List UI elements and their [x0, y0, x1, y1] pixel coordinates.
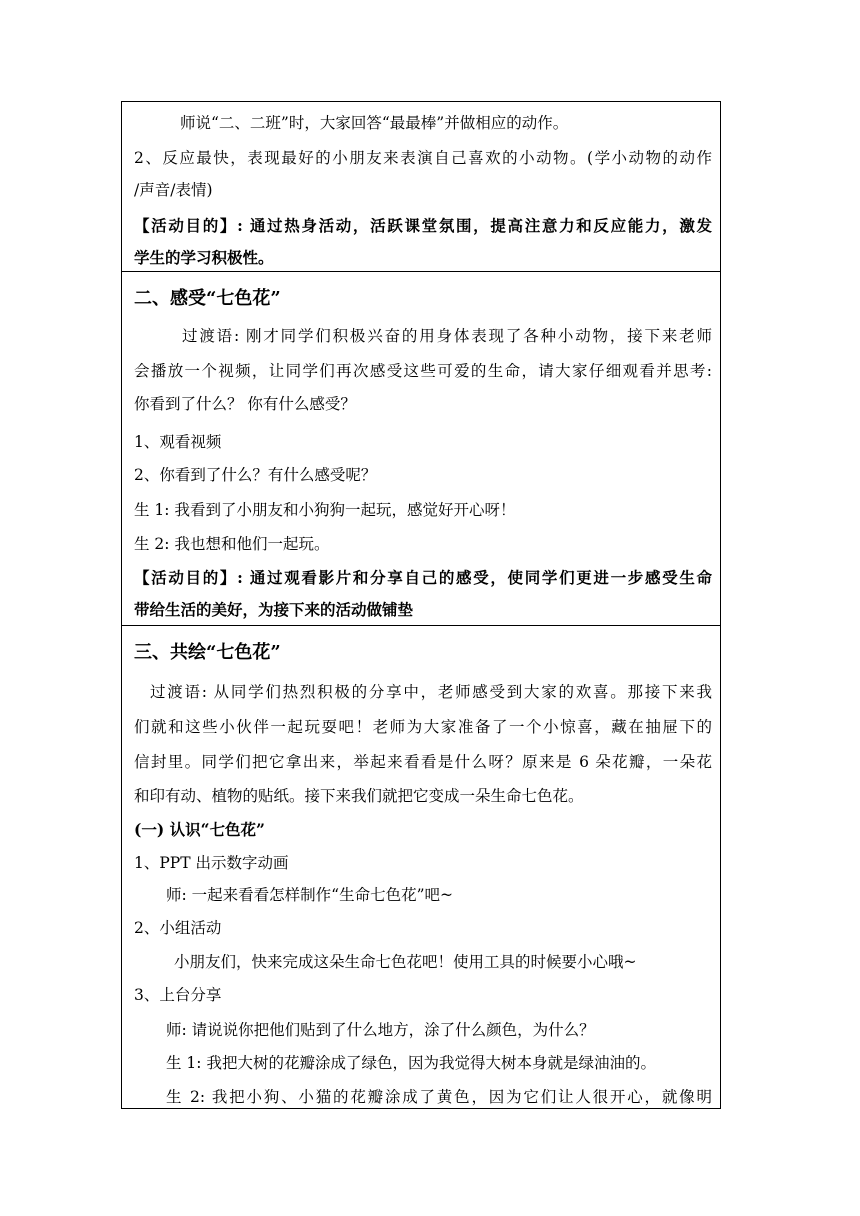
section-3-student-1: 生 1: 我把大树的花瓣涂成了绿色，因为我觉得大树本身就是绿油油的。 — [166, 1054, 656, 1072]
warmup-purpose-cont: 学生的学习积极性。 — [134, 248, 274, 267]
section-2-purpose-cont: 带给生活的美好，为接下来的活动做铺垫 — [134, 600, 414, 619]
section-2-title: 二、感受“七色花” — [134, 288, 281, 309]
section-feel-flower — [122, 271, 720, 625]
section-3-intro: 过渡语: 从同学们热烈积极的分享中，老师感受到大家的欢喜。那接下来我 — [150, 683, 712, 701]
section-2-step-2: 2、你看到了什么？有什么感受呢？ — [134, 466, 377, 484]
section-3-student-2: 生 2: 我把小狗、小猫的花瓣涂成了黄色，因为它们让人很开心，就像明 — [166, 1088, 712, 1106]
section-2-intro: 过渡语: 刚才同学们积极兴奋的用身体表现了各种小动物，接下来老师 — [182, 327, 712, 345]
section-3-intro-cont: 们就和这些小伙伴一起玩耍吧！老师为大家准备了一个小惊喜，藏在抽屉下的 — [134, 718, 712, 736]
section-2-step-1: 1、观看视频 — [134, 433, 222, 451]
section-draw-flower — [122, 625, 720, 1109]
warmup-instruction: 师说“二、二班”时，大家回答“最最棒”并做相应的动作。 — [180, 114, 569, 132]
section-3-intro-cont: 和印有动、植物的贴纸。接下来我们就把它变成一朵生命七色花。 — [134, 787, 584, 805]
subsection-1-step-3: 3、上台分享 — [134, 986, 222, 1004]
warmup-step-2: 2、反应最快，表现最好的小朋友来表演自己喜欢的小动物。(学小动物的动作 — [134, 149, 712, 167]
lesson-plan-table — [121, 101, 721, 1109]
section-warmup — [122, 102, 720, 270]
subsection-1-step-2: 2、小组活动 — [134, 919, 222, 937]
teacher-line-1: 师: 一起来看看怎样制作“生命七色花”吧~ — [166, 886, 453, 904]
section-2-intro-cont: 会播放一个视频，让同学们再次感受这些可爱的生命，请大家仔细观看并思考: — [134, 362, 712, 380]
section-2-intro-cont: 你看到了什么？ 你有什么感受？ — [134, 395, 356, 413]
warmup-step-2-cont: /声音/表情) — [134, 181, 213, 199]
section-2-student-2: 生 2: 我也想和他们一起玩。 — [134, 535, 330, 553]
subsection-1-title: (一) 认识“七色花” — [134, 820, 265, 839]
section-2-purpose: 【活动目的】: 通过观看影片和分享自己的感受，使同学们更进一步感受生命 — [134, 568, 712, 587]
warmup-purpose: 【活动目的】: 通过热身活动，活跃课堂氛围，提高注意力和反应能力，激发 — [134, 216, 712, 235]
section-3-intro-cont: 信封里。同学们把它拿出来，举起来看看是什么呀？原来是 6 朵花瓣，一朵花 — [134, 753, 712, 771]
group-activity-text: 小朋友们，快来完成这朵生命七色花吧！使用工具的时候要小心哦~ — [174, 953, 637, 971]
teacher-line-2: 师: 请说说你把他们贴到了什么地方，涂了什么颜色，为什么？ — [166, 1021, 595, 1039]
subsection-1-step-1: 1、PPT 出示数字动画 — [134, 854, 289, 872]
section-3-title: 三、共绘“七色花” — [134, 642, 281, 663]
section-2-student-1: 生 1: 我看到了小朋友和小狗狗一起玩，感觉好开心呀！ — [134, 501, 516, 519]
